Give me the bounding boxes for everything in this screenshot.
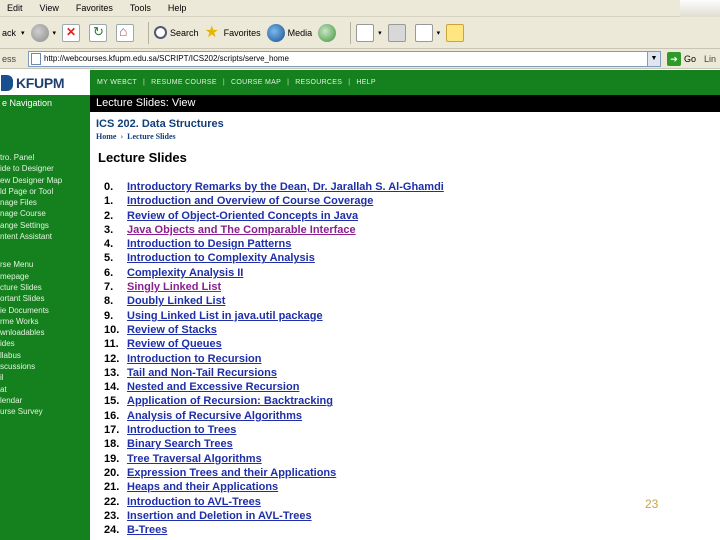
slide-link[interactable]: Using Linked List in java.util package <box>127 309 323 322</box>
slide-link[interactable]: Expression Trees and their Applications <box>127 466 337 479</box>
star-icon <box>205 24 221 42</box>
sidebar-item[interactable]: ew Designer Map <box>0 175 63 185</box>
slide-link[interactable]: Tree Traversal Algorithms <box>127 452 262 465</box>
list-item <box>104 452 444 466</box>
sidebar-item[interactable]: nage Course <box>0 209 46 219</box>
go-button[interactable] <box>667 52 696 66</box>
list-item <box>104 251 444 265</box>
sidebar-item[interactable]: urse Survey <box>0 407 43 417</box>
nav-help[interactable]: HELP <box>356 79 376 86</box>
media-button[interactable] <box>267 24 313 42</box>
sidebar-course-menu <box>0 259 90 417</box>
lecture-slide-list <box>104 180 444 537</box>
slide-number: 4. <box>104 238 114 251</box>
slide-number: 18. <box>104 438 120 451</box>
chevron-down-icon[interactable]: ▾ <box>378 29 382 37</box>
sidebar-item[interactable]: il <box>0 373 4 383</box>
slide-link[interactable]: Introduction to Complexity Analysis <box>127 252 315 265</box>
slide-number: 2. <box>104 209 114 222</box>
sidebar-item[interactable]: mepage <box>0 271 29 281</box>
slide-page-number: 23 <box>645 497 659 511</box>
toolbar <box>0 17 720 49</box>
slide-link[interactable]: Singly Linked List <box>127 281 222 294</box>
home-button[interactable] <box>116 24 137 42</box>
list-item <box>104 237 444 251</box>
sidebar-item[interactable]: at <box>0 384 7 394</box>
slide-number: 14. <box>104 381 120 394</box>
nav-resume-course[interactable]: RESUME COURSE <box>151 79 217 86</box>
kfupm-logo[interactable] <box>0 70 90 95</box>
nav-my-webct[interactable]: MY WEBCT <box>97 79 137 86</box>
slide-link[interactable]: Binary Search Trees <box>127 438 233 451</box>
sidebar-item[interactable]: wnloadables <box>0 328 45 338</box>
list-item <box>104 180 444 194</box>
slide-link[interactable]: Introduction and Overview of Course Coverage <box>127 195 374 208</box>
go-arrow-icon: ➔ <box>667 52 681 66</box>
address-input[interactable] <box>28 51 648 67</box>
favorites-label: Favorites <box>223 27 261 38</box>
menu-favorites[interactable]: Favorites <box>75 3 113 13</box>
slide-number: 22. <box>104 495 120 508</box>
chevron-down-icon[interactable]: ▾ <box>21 29 25 37</box>
slide-link[interactable]: Insertion and Deletion in AVL-Trees <box>127 509 312 522</box>
list-item <box>104 209 444 223</box>
main-content <box>90 112 720 540</box>
mail-icon <box>356 24 374 42</box>
sidebar-item[interactable]: rse Menu <box>0 260 34 270</box>
sidebar-item[interactable]: ntent Assistant <box>0 232 53 242</box>
menu-edit[interactable]: Edit <box>7 3 23 13</box>
sidebar-item[interactable]: cture Slides <box>0 282 42 292</box>
links-label[interactable]: Lin <box>704 53 717 64</box>
refresh-icon <box>89 24 107 42</box>
back-label: ack <box>2 27 17 38</box>
list-item <box>104 409 444 423</box>
slide-number: 7. <box>104 281 114 294</box>
kfupm-logo-icon <box>1 75 13 91</box>
sidebar-item[interactable]: nage Files <box>0 198 37 208</box>
breadcrumb-current: Lecture Slides <box>127 132 176 141</box>
list-item <box>104 437 444 451</box>
notes-button[interactable] <box>446 24 467 42</box>
list-item <box>104 194 444 208</box>
slide-number: 13. <box>104 366 120 379</box>
slide-link[interactable]: Application of Recursion: Backtracking <box>127 395 333 408</box>
print-icon <box>388 24 406 42</box>
list-item <box>104 280 444 294</box>
slide-number: 23. <box>104 509 120 522</box>
edit-button[interactable] <box>415 24 441 42</box>
slide-link[interactable]: Introduction to Design Patterns <box>127 238 292 251</box>
list-item <box>104 480 444 494</box>
page-title-bar: Lecture Slides: View <box>90 95 720 112</box>
stop-button[interactable] <box>62 24 83 42</box>
menu-help[interactable]: Help <box>167 3 187 13</box>
favorites-button[interactable] <box>205 24 261 42</box>
list-item <box>104 323 444 337</box>
sidebar <box>0 112 90 540</box>
edit-icon <box>415 24 433 42</box>
sidebar-item[interactable]: llabus <box>0 350 21 360</box>
slide-number: 1. <box>104 195 114 208</box>
sidebar-item[interactable]: ides <box>0 339 15 349</box>
list-item <box>104 466 444 480</box>
address-label: ess <box>2 53 17 64</box>
slide-link[interactable]: Analysis of Recursive Algorithms <box>127 409 303 422</box>
list-item <box>104 495 444 509</box>
history-button[interactable] <box>318 24 339 42</box>
slide-number: 12. <box>104 352 120 365</box>
slide-link[interactable]: B-Trees <box>127 524 168 537</box>
forward-icon <box>31 24 49 42</box>
slide-number: 21. <box>104 481 120 494</box>
slide-number: 9. <box>104 309 114 322</box>
slide-link[interactable]: Introduction to Recursion <box>127 352 262 365</box>
slide-number: 15. <box>104 395 120 408</box>
nav-resources[interactable]: RESOURCES <box>295 79 343 86</box>
slide-link[interactable]: Tail and Non-Tail Recursions <box>127 366 277 379</box>
forward-button[interactable] <box>31 24 57 42</box>
home-icon <box>116 24 134 42</box>
slide-number: 0. <box>104 181 114 193</box>
chevron-down-icon[interactable]: ▾ <box>436 29 441 37</box>
media-icon <box>267 24 285 42</box>
list-item <box>104 294 444 308</box>
sidebar-item[interactable]: lendar <box>0 395 23 405</box>
logo-text: KFUPM <box>16 74 65 91</box>
menu-tools[interactable]: Tools <box>129 3 151 13</box>
search-icon <box>154 26 167 39</box>
slide-link[interactable]: Heaps and their Applications <box>127 481 279 494</box>
print-button[interactable] <box>388 24 409 42</box>
course-title: ICS 202. Data Structures <box>96 118 224 130</box>
sidebar-designer-tools <box>0 152 90 242</box>
breadcrumb: Home › Lecture Slides <box>96 132 176 141</box>
slide-link[interactable]: Nested and Excessive Recursion <box>127 381 300 394</box>
slide-link[interactable]: Java Objects and The Comparable Interface <box>127 223 356 236</box>
slide-link[interactable]: Introduction to AVL-Trees <box>127 495 261 508</box>
toolbar-divider <box>148 22 149 44</box>
list-item <box>104 509 444 523</box>
slide-number: 20. <box>104 466 120 479</box>
slide-link[interactable]: Review of Object-Oriented Concepts in Java <box>127 209 359 222</box>
list-item <box>104 352 444 366</box>
list-item <box>104 523 444 537</box>
windows-logo <box>680 0 720 17</box>
slide-link[interactable]: Review of Stacks <box>127 323 217 336</box>
slide-number: 6. <box>104 266 114 279</box>
mail-button[interactable] <box>356 24 382 42</box>
slide-number: 11. <box>104 338 119 351</box>
slide-number: 3. <box>104 223 114 236</box>
note-icon <box>446 24 464 42</box>
slide-number: 10. <box>104 323 120 336</box>
go-label: Go <box>684 53 697 64</box>
refresh-button[interactable] <box>89 24 110 42</box>
webct-portal <box>0 70 720 540</box>
slide-number: 5. <box>104 252 114 265</box>
page-heading: Lecture Slides <box>98 150 187 165</box>
sidebar-item[interactable]: scussions <box>0 362 36 372</box>
slide-number: 8. <box>104 295 114 308</box>
top-navigation: MY WEBCT | RESUME COURSE | COURSE MAP | RESOURCES | HELP <box>90 70 720 95</box>
slide-number: 17. <box>104 424 120 437</box>
address-url: http://webcourses.kfupm.edu.sa/SCRIPT/ICS202/scripts/serve_home <box>44 54 289 63</box>
address-bar <box>0 49 720 69</box>
list-item <box>104 394 444 408</box>
course-navigation-title: e Navigation <box>0 95 90 112</box>
sidebar-item[interactable]: ange Settings <box>0 220 49 230</box>
menu-bar <box>0 0 720 17</box>
sidebar-item[interactable]: ide to Designer <box>0 164 54 174</box>
list-item <box>104 266 444 280</box>
list-item <box>104 223 444 237</box>
history-icon <box>318 24 336 42</box>
list-item <box>104 309 444 323</box>
sidebar-item[interactable]: ie Documents <box>0 305 49 315</box>
sidebar-item[interactable]: rme Works <box>0 316 39 326</box>
menu-view[interactable]: View <box>39 3 59 13</box>
list-item <box>104 423 444 437</box>
slide-link[interactable]: Doubly Linked List <box>127 295 226 308</box>
search-button[interactable] <box>154 26 199 39</box>
toolbar-divider <box>350 22 351 44</box>
sidebar-item[interactable]: ld Page or Tool <box>0 186 54 196</box>
slide-link[interactable]: Complexity Analysis II <box>127 266 244 279</box>
list-item <box>104 366 444 380</box>
media-label: Media <box>287 27 313 38</box>
slide-number: 16. <box>104 409 120 422</box>
list-item <box>104 337 444 351</box>
slide-number: 24. <box>104 524 120 537</box>
back-button[interactable] <box>0 28 25 38</box>
chevron-down-icon[interactable]: ▾ <box>52 29 57 37</box>
stop-icon <box>62 24 80 42</box>
list-item <box>104 380 444 394</box>
search-label: Search <box>170 27 199 38</box>
slide-number: 19. <box>104 452 120 465</box>
slide-link[interactable]: Introduction to Trees <box>127 424 237 437</box>
sidebar-item[interactable]: ortant Slides <box>0 294 45 304</box>
sidebar-item[interactable]: tro. Panel <box>0 153 35 162</box>
slide-link[interactable]: Introductory Remarks by the Dean, Dr. Jarallah S. Al-Ghamdi <box>127 181 444 193</box>
slide-link[interactable]: Review of Queues <box>127 338 222 351</box>
breadcrumb-home[interactable]: Home <box>96 132 117 141</box>
nav-course-map[interactable]: COURSE MAP <box>231 79 282 86</box>
page-icon <box>31 53 41 65</box>
address-dropdown-button[interactable]: ▼ <box>647 51 661 67</box>
sidebar-spacer <box>0 242 90 259</box>
